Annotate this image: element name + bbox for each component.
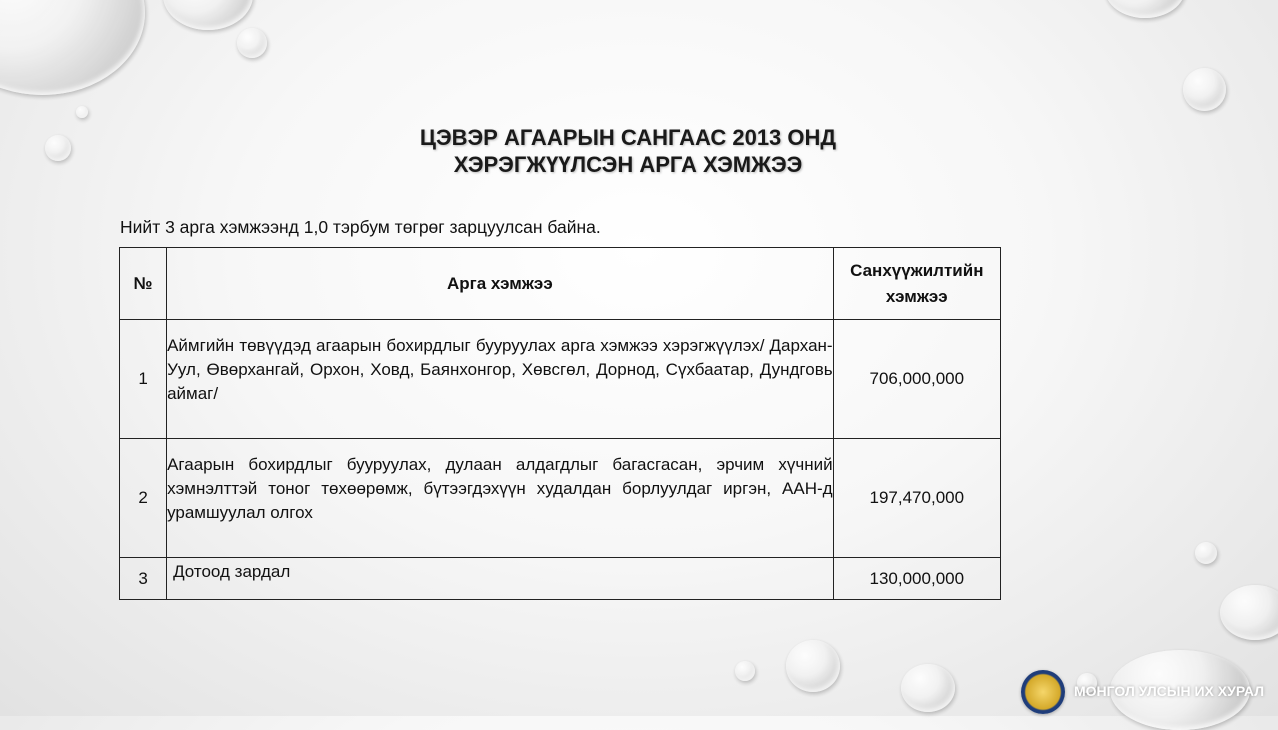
- title-line-2: ХЭРЭГЖҮҮЛСЭН АРГА ХЭМЖЭЭ: [453, 152, 803, 177]
- row-measure: [167, 320, 834, 439]
- water-drop-decoration: [76, 106, 88, 118]
- summary-text: Нийт 3 арга хэмжээнд 1,0 тэрбум төгрөг зарцуулсан байна.: [120, 217, 601, 237]
- measures-table: [119, 247, 1001, 600]
- row-number: 3: [120, 558, 167, 600]
- header-amount-line-1: Санхүүжилтийн: [850, 260, 984, 280]
- title-line-1: ЦЭВЭР АГААРЫН САНГААС 2013 ОНД: [419, 125, 837, 150]
- page-title: [0, 124, 1256, 178]
- water-drop-decoration: [786, 640, 840, 692]
- header-amount: [833, 248, 1000, 320]
- row-measure: Дотоод зардал: [167, 558, 834, 600]
- row-measure: [167, 439, 834, 558]
- row-amount: 706,000,000: [833, 320, 1000, 439]
- row-number: 2: [120, 439, 167, 558]
- row-measure-text: Аймгийн төвүүдэд агаарын бохирдлыг бууруулах арга хэмжээ хэрэгжүүлэх/ Дархан-Уул, Өвөрхангай, Орхон, Ховд, Баянхонгор, Хөвсгөл, Дорнод, Сүхбаатар, Дундговь аймаг/: [167, 336, 833, 403]
- water-drop-decoration: [237, 28, 267, 58]
- header-amount-line-2: хэмжээ: [885, 286, 948, 306]
- water-drop-decoration: [0, 0, 145, 95]
- water-drop-decoration: [1183, 68, 1226, 111]
- water-drop-decoration: [1220, 585, 1278, 640]
- row-amount: 130,000,000: [833, 558, 1000, 600]
- table-row: [120, 320, 1001, 439]
- table-header-row: [120, 248, 1001, 320]
- row-amount: 197,470,000: [833, 439, 1000, 558]
- table-row: [120, 558, 1001, 600]
- water-drop-decoration: [735, 661, 755, 681]
- water-drop-decoration: [1195, 542, 1217, 564]
- row-measure-text: Агаарын бохирдлыг бууруулах, дулаан алдагдлыг багасгасан, эрчим хүчний хэмнэлттэй тоног төхөөрөмж, бүтээгдэхүүн худалдан борлуулдаг иргэн, ААН-д урамшуулал олгох: [167, 455, 833, 522]
- parliament-emblem-icon: [1021, 670, 1065, 714]
- header-measure: Арга хэмжээ: [167, 248, 834, 320]
- organization-name: МОНГОЛ УЛСЫН ИХ ХУРАЛ: [1074, 683, 1265, 699]
- water-drop-decoration: [163, 0, 253, 30]
- table-row: [120, 439, 1001, 558]
- header-number: №: [120, 248, 167, 320]
- water-drop-decoration: [1105, 0, 1185, 18]
- row-number: 1: [120, 320, 167, 439]
- water-drop-decoration: [901, 664, 955, 712]
